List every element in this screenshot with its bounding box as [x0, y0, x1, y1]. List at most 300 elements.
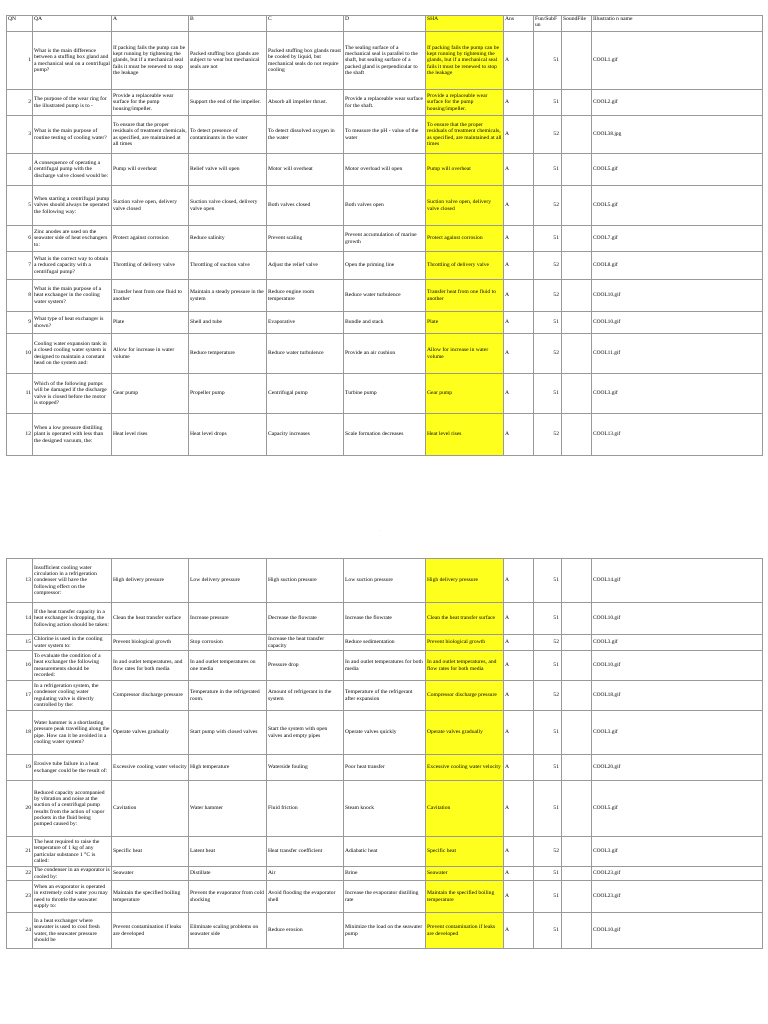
highlighted-answer: If packing fails the pump can be kept running by tightening the glands, but if a mechanical seal fails it must be renewed to stop the leakage: [426, 32, 504, 90]
question-table-page-1: [6, 15, 763, 456]
option-c: Start the system with open valves and empty pipes: [267, 711, 344, 755]
answer-letter: A: [504, 226, 534, 252]
option-c: High suction pressure: [267, 559, 344, 603]
option-c: Increase the heat transfer capacity: [267, 635, 344, 651]
option-b: High temperature: [189, 755, 267, 781]
question-text: Insufficient cooling water circulation in a refrigeration condenser will have the following effect on the compressor:: [33, 559, 112, 603]
option-d: Steam knock: [344, 781, 426, 837]
highlighted-answer: Maintain the specified boiling temperature: [426, 881, 504, 913]
question-text: To evaluate the condition of a heat exchanger the following measurements should be recorded:: [33, 651, 112, 681]
highlighted-answer: Clean the heat transfer surface: [426, 603, 504, 635]
illustration-name: COOL20.gif: [592, 755, 763, 781]
highlighted-answer: High delivery pressure: [426, 559, 504, 603]
option-d: Operate valves quickly: [344, 711, 426, 755]
option-b: Water hammer: [189, 781, 267, 837]
header-illustration: Illustratio n name: [592, 16, 763, 32]
question-number: 13: [7, 559, 33, 603]
highlighted-answer: In and outlet temperatures, and flow rates for both media: [426, 651, 504, 681]
option-d: Bundle and stack: [344, 312, 426, 334]
option-b: Distillate: [189, 867, 267, 881]
option-d: Both valves open: [344, 186, 426, 226]
question-number: 12: [7, 414, 33, 456]
table-row: [7, 252, 763, 280]
table-row: [7, 414, 763, 456]
option-a: Excessive cooling water velocity: [112, 755, 189, 781]
question-text: Erosive tube failure in a heat exchanger could be the result of:: [33, 755, 112, 781]
option-c: Reduce water turbulence: [267, 334, 344, 374]
question-text: Chlorine is used in the cooling water system to:: [33, 635, 112, 651]
highlighted-answer: Throttling of delivery valve: [426, 252, 504, 280]
question-number: 17: [7, 681, 33, 711]
function-code: 52: [534, 334, 562, 374]
option-c: Packed stuffing box glands must be cooled by liquid, but mechanical seals do not require cooling: [267, 32, 344, 90]
answer-letter: A: [504, 90, 534, 116]
function-code: 51: [534, 154, 562, 186]
illustration-name: COOL3.gif: [592, 374, 763, 414]
question-text: If the heat transfer capacity in a heat exchanger is dropping, the following action should be taken:: [33, 603, 112, 635]
question-text: In a heat exchanger where seawater is used to cool fresh water, the seawater pressure should be: [33, 913, 112, 949]
answer-letter: A: [504, 32, 534, 90]
option-a: Maintain the specified boiling temperature: [112, 881, 189, 913]
table-body-page-1: [7, 32, 763, 456]
highlighted-answer: Suction valve open, delivery valve closed: [426, 186, 504, 226]
highlighted-answer: Excessive cooling water velocity: [426, 755, 504, 781]
function-code: 52: [534, 252, 562, 280]
option-b: To detect presence of contaminants in the water: [189, 116, 267, 154]
option-a: Allow for increase in water volume: [112, 334, 189, 374]
function-code: 51: [534, 913, 562, 949]
option-b: Packed stuffing box glands are subject to wear but mechanical seals are not: [189, 32, 267, 90]
question-text: When an evaporator is operated in extremely cold water you may need to throttle the seawater supply to:: [33, 881, 112, 913]
table-row: [7, 312, 763, 334]
table-row: [7, 559, 763, 603]
option-b: Heat level drops: [189, 414, 267, 456]
option-c: Reduce engine room temperature: [267, 280, 344, 312]
function-code: 52: [534, 635, 562, 651]
question-number: 18: [7, 711, 33, 755]
table-row: [7, 603, 763, 635]
option-a: Suction valve open, delivery valve closed: [112, 186, 189, 226]
highlighted-answer: Compressor discharge pressure: [426, 681, 504, 711]
option-d: The sealing surface of a mechanical seal is parallel to the shaft, but sealing surface of a packed gland is perpendicular to the shaft: [344, 32, 426, 90]
table-body-page-2: [7, 559, 763, 949]
option-c: Adjust the relief valve: [267, 252, 344, 280]
function-code: 51: [534, 32, 562, 90]
table-row: [7, 651, 763, 681]
option-d: In and outlet temperatures for both media: [344, 651, 426, 681]
function-code: 51: [534, 374, 562, 414]
function-code: 52: [534, 414, 562, 456]
option-d: Increase the flowrate: [344, 603, 426, 635]
option-b: In and outlet temperatures on one media: [189, 651, 267, 681]
question-number: 16: [7, 651, 33, 681]
illustration-name: COOL23.gif: [592, 867, 763, 881]
header-a: A: [112, 16, 189, 32]
option-c: Absorb all impeller thrust.: [267, 90, 344, 116]
option-a: Prevent biological growth: [112, 635, 189, 651]
option-d: Open the priming line: [344, 252, 426, 280]
option-c: Evaporative: [267, 312, 344, 334]
illustration-name: COOL13.gif: [592, 414, 763, 456]
sound-file: [562, 603, 592, 635]
question-text: A consequence of operating a centrifugal pump with the discharge valve closed would be:: [33, 154, 112, 186]
table-row: [7, 913, 763, 949]
option-b: Reduce salinity: [189, 226, 267, 252]
sound-file: [562, 781, 592, 837]
option-a: Prevent contamination if leaks are developed: [112, 913, 189, 949]
option-b: Suction valve closed, delivery valve open: [189, 186, 267, 226]
question-number: 11: [7, 374, 33, 414]
illustration-name: COOL1.gif: [592, 32, 763, 90]
header-qn: QN: [7, 16, 33, 32]
sound-file: [562, 32, 592, 90]
answer-letter: A: [504, 635, 534, 651]
table-row: [7, 711, 763, 755]
question-text: What type of heat exchanger is shown?: [33, 312, 112, 334]
table-row: [7, 374, 763, 414]
option-a: Clean the heat transfer surface: [112, 603, 189, 635]
option-b: Eliminate scaling problems on seawater side: [189, 913, 267, 949]
question-text: In a refrigeration system, the condenser cooling water regulating valve is directly controlled by the:: [33, 681, 112, 711]
option-c: Waterside fouling: [267, 755, 344, 781]
question-number: 5: [7, 186, 33, 226]
illustration-name: COOL5.gif: [592, 154, 763, 186]
sound-file: [562, 414, 592, 456]
table-row: [7, 280, 763, 312]
header-row: [7, 16, 763, 32]
option-b: Shell and tube: [189, 312, 267, 334]
option-c: Capacity increases: [267, 414, 344, 456]
highlighted-answer: Gear pump: [426, 374, 504, 414]
option-d: Poor heat transfer: [344, 755, 426, 781]
illustration-name: COOL5.gif: [592, 186, 763, 226]
question-text: When a low pressure distilling plant is operated with less than the designed vacuum, the:: [33, 414, 112, 456]
sound-file: [562, 867, 592, 881]
highlighted-answer: Specific heat: [426, 837, 504, 867]
option-c: Decrease the flowrate: [267, 603, 344, 635]
option-a: Gear pump: [112, 374, 189, 414]
sound-file: [562, 711, 592, 755]
table-row: [7, 186, 763, 226]
illustration-name: COOL10.gif: [592, 651, 763, 681]
illustration-name: COOL3.gif: [592, 711, 763, 755]
option-d: Temperature of the refrigerant after expansion: [344, 681, 426, 711]
option-d: Adiabatic heat: [344, 837, 426, 867]
option-c: Both valves closed: [267, 186, 344, 226]
option-d: Minimize the load on the seawater pump: [344, 913, 426, 949]
option-c: Fluid friction: [267, 781, 344, 837]
question-text: When starting a centrifugal pump valves should always be operated the following way:: [33, 186, 112, 226]
illustration-name: COOL38.jpg: [592, 116, 763, 154]
option-c: Amount of refrigerant in the system: [267, 681, 344, 711]
illustration-name: COOL10.gif: [592, 280, 763, 312]
answer-letter: A: [504, 414, 534, 456]
question-number: 24: [7, 913, 33, 949]
highlighted-answer: To ensure that the proper residuals of treatment chemicals, as specified, are maintained at all times: [426, 116, 504, 154]
header-fun: Fun/SubF un: [534, 16, 562, 32]
illustration-name: COOL11.gif: [592, 334, 763, 374]
question-text: What is the correct way to obtain a reduced capacity with a centrifugal pump?: [33, 252, 112, 280]
function-code: 51: [534, 90, 562, 116]
option-a: Plate: [112, 312, 189, 334]
table-row: [7, 154, 763, 186]
sound-file: [562, 374, 592, 414]
question-text: The heat required to raise the temperature of 1 kg of any particular substance 1 °C is called:: [33, 837, 112, 867]
table-row: [7, 755, 763, 781]
highlighted-answer: Transfer heat from one fluid to another: [426, 280, 504, 312]
option-d: Prevent accumulation of marine growth: [344, 226, 426, 252]
question-number: 9: [7, 312, 33, 334]
answer-letter: A: [504, 334, 534, 374]
sound-file: [562, 913, 592, 949]
question-text: The condenser in an evaporator is cooled by:: [34, 867, 110, 880]
question-number: 6: [7, 226, 33, 252]
option-d: Increase the evaporator distilling rate: [344, 881, 426, 913]
illustration-name: COOL10.gif: [592, 312, 763, 334]
question-number: 8: [7, 280, 33, 312]
option-a: Pump will overheat: [112, 154, 189, 186]
question-number: 14: [7, 603, 33, 635]
option-b: Stop corrosion: [189, 635, 267, 651]
answer-letter: A: [504, 312, 534, 334]
table-row: [7, 881, 763, 913]
option-d: To measure the pH - value of the water: [344, 116, 426, 154]
option-c: Prevent scaling: [267, 226, 344, 252]
option-c: Pressure drop: [267, 651, 344, 681]
answer-letter: A: [504, 681, 534, 711]
table-row: [7, 226, 763, 252]
option-d: Reduce water turbulence: [344, 280, 426, 312]
highlighted-answer: Allow for increase in water volume: [426, 334, 504, 374]
question-number: 19: [7, 755, 33, 781]
option-c: Reduce erosion: [267, 913, 344, 949]
function-code: 51: [534, 867, 562, 881]
option-b: Reduce temperature: [189, 334, 267, 374]
illustration-name: COOL14.gif: [592, 559, 763, 603]
highlighted-answer: Provide a replaceable wear surface for the pump housing/impeller.: [426, 90, 504, 116]
function-code: 51: [534, 312, 562, 334]
header-b: B: [189, 16, 267, 32]
highlighted-answer: Seawater: [426, 867, 504, 881]
highlighted-answer: Cavitation: [426, 781, 504, 837]
header-d: D: [344, 16, 426, 32]
table-row: [7, 32, 763, 90]
function-code: 51: [534, 711, 562, 755]
answer-letter: A: [504, 711, 534, 755]
answer-letter: A: [504, 651, 534, 681]
option-a: To ensure that the proper residuals of treatment chemicals, as specified, are maintained at all times: [112, 116, 189, 154]
option-d: Provide a replaceable wear surface for the shaft.: [344, 90, 426, 116]
table-row: [7, 781, 763, 837]
option-c: Centrifugal pump: [267, 374, 344, 414]
illustration-name: COOL8.gif: [592, 252, 763, 280]
sound-file: [562, 186, 592, 226]
table-row: [7, 837, 763, 867]
answer-letter: A: [504, 867, 534, 881]
answer-letter: A: [504, 374, 534, 414]
function-code: 51: [534, 781, 562, 837]
illustration-name: COOL10.gif: [592, 603, 763, 635]
option-a: Compressor discharge pressure: [112, 681, 189, 711]
highlighted-answer: Heat level rises: [426, 414, 504, 456]
illustration-name: COOL3.gif: [592, 635, 763, 651]
sound-file: [562, 312, 592, 334]
question-number: 7: [7, 252, 33, 280]
question-text: What is the main purpose of a heat exchanger in the cooling water system?: [33, 280, 112, 312]
option-b: Support the end of the impeller.: [189, 90, 267, 116]
answer-letter: A: [504, 913, 534, 949]
header-qa: QA: [33, 16, 112, 32]
function-code: 51: [534, 755, 562, 781]
answer-letter: A: [504, 186, 534, 226]
answer-letter: A: [504, 116, 534, 154]
option-d: Reduce sedimentation: [344, 635, 426, 651]
question-text: What is the main purpose of routine testing of cooling water?: [33, 116, 112, 154]
option-b: Increase pressure: [189, 603, 267, 635]
sound-file: [562, 681, 592, 711]
sound-file: [562, 755, 592, 781]
sound-file: [562, 559, 592, 603]
option-a: Operate valves gradually: [112, 711, 189, 755]
table-row: [7, 90, 763, 116]
highlighted-answer: Pump will overheat: [426, 154, 504, 186]
option-b: Start pump with closed valves: [189, 711, 267, 755]
option-c: Air: [267, 867, 344, 881]
answer-letter: A: [504, 252, 534, 280]
option-a: In and outlet temperatures, and flow rates for both media: [112, 651, 189, 681]
answer-letter: A: [504, 603, 534, 635]
question-text: Water hammer is a shortlasting pressure peak travelling along the pipe. How can it be avoided in a cooling water system?: [33, 711, 112, 755]
highlighted-answer: Operate valves gradually: [426, 711, 504, 755]
illustration-name: COOL5.gif: [592, 781, 763, 837]
function-code: 52: [534, 280, 562, 312]
sound-file: [562, 252, 592, 280]
header-ans: Ans: [504, 16, 534, 32]
option-a: Throttling of delivery valve: [112, 252, 189, 280]
option-d: Turbine pump: [344, 374, 426, 414]
option-b: Temperature in the refrigerated room.: [189, 681, 267, 711]
option-d: Low suction pressure: [344, 559, 426, 603]
option-d: Scale formation decreases: [344, 414, 426, 456]
header-c: C: [267, 16, 344, 32]
sound-file: [562, 837, 592, 867]
question-number: 20: [7, 781, 33, 837]
option-a: Heat level rises: [112, 414, 189, 456]
question-number: 15: [7, 635, 33, 651]
question-text: What is the main difference between a stuffing box gland and a mechanical seal on a centrifugal pump?: [33, 32, 112, 90]
question-number: 23: [7, 881, 33, 913]
sound-file: [562, 651, 592, 681]
sound-file: [562, 90, 592, 116]
illustration-name: COOL2.gif: [592, 90, 763, 116]
answer-letter: A: [504, 881, 534, 913]
question-number: 10: [7, 334, 33, 374]
option-c: Avoid flooding the evaporator shell: [267, 881, 344, 913]
sound-file: [562, 154, 592, 186]
illustration-name: COOL23.gif: [592, 881, 763, 913]
option-a: High delivery pressure: [112, 559, 189, 603]
option-c: Heat transfer coefficient: [267, 837, 344, 867]
function-code: 51: [534, 559, 562, 603]
option-a: Specific heat: [112, 837, 189, 867]
option-d: Motor overload will open: [344, 154, 426, 186]
question-number: 21: [7, 837, 33, 867]
illustration-name: COOL18.gif: [592, 681, 763, 711]
highlighted-answer: Protect against corrosion: [426, 226, 504, 252]
function-code: 52: [534, 837, 562, 867]
option-b: Low delivery pressure: [189, 559, 267, 603]
table-row: [7, 681, 763, 711]
option-c: Motor will overheat: [267, 154, 344, 186]
answer-letter: A: [504, 280, 534, 312]
question-table-page-2: [6, 558, 763, 949]
option-a: Protect against corrosion: [112, 226, 189, 252]
sound-file: [562, 334, 592, 374]
option-b: Throttling of suction valve: [189, 252, 267, 280]
function-code: 52: [534, 116, 562, 154]
answer-letter: A: [504, 781, 534, 837]
option-b: Relief valve will open: [189, 154, 267, 186]
header-sha: SHA: [426, 16, 504, 32]
question-number: 1: [7, 32, 33, 90]
illustration-name: COOL7.gif: [592, 226, 763, 252]
header-soundfile: SoundFile: [562, 16, 592, 32]
question-number: 22: [7, 867, 33, 881]
page-break-mark: ·: [379, 529, 381, 534]
function-code: 52: [534, 186, 562, 226]
table-row: [7, 116, 763, 154]
sound-file: [562, 881, 592, 913]
answer-letter: A: [504, 837, 534, 867]
sound-file: [562, 116, 592, 154]
sound-file: [562, 280, 592, 312]
option-a: If packing fails the pump can be kept running by tightening the glands, but if a mechanical seal fails it must be renewed to stop the leakage: [112, 32, 189, 90]
table-row: [7, 867, 763, 881]
question-number: 3: [7, 116, 33, 154]
function-code: 51: [534, 603, 562, 635]
answer-letter: A: [504, 559, 534, 603]
option-a: Cavitation: [112, 781, 189, 837]
option-a: Seawater: [112, 867, 189, 881]
answer-letter: A: [504, 755, 534, 781]
illustration-name: COOL3.gif: [592, 837, 763, 867]
question-text: Zinc anodes are used on the seawater side of heat exchangers to:: [33, 226, 112, 252]
question-text: Which of the following pumps will be damaged if the discharge valve is closed before the motor is stopped?: [33, 374, 112, 414]
question-text: The purpose of the wear ring for the illustrated pump is to -: [33, 90, 112, 116]
option-d: Provide an air cushion: [344, 334, 426, 374]
option-d: Brine: [344, 867, 426, 881]
option-b: Latent heat: [189, 837, 267, 867]
answer-letter: A: [504, 154, 534, 186]
option-a: Provide a replaceable wear surface for the pump housing/impeller.: [112, 90, 189, 116]
question-text: Cooling water expansion tank in a closed cooling water system is designed to maintain a constant head on the system and:: [33, 334, 112, 374]
highlighted-answer: Plate: [426, 312, 504, 334]
sound-file: [562, 226, 592, 252]
table-row: [7, 635, 763, 651]
highlighted-answer: Prevent biological growth: [426, 635, 504, 651]
question-number: 2: [7, 90, 33, 116]
highlighted-answer: Prevent contamination if leaks are developed: [426, 913, 504, 949]
option-b: Prevent the evaporator from cold shocking: [189, 881, 267, 913]
option-b: Maintain a steady pressure in the system: [189, 280, 267, 312]
sound-file: [562, 635, 592, 651]
option-a: Transfer heat from one fluid to another: [112, 280, 189, 312]
option-b: Propeller pump: [189, 374, 267, 414]
function-code: 51: [534, 651, 562, 681]
question-text: Reduced capacity accompanied by vibration and noise at the suction of a centrifugal pump results from the action of vapor pockets in the fluid being pumped caused by:: [33, 781, 112, 837]
table-row: [7, 334, 763, 374]
question-number: 4: [7, 154, 33, 186]
